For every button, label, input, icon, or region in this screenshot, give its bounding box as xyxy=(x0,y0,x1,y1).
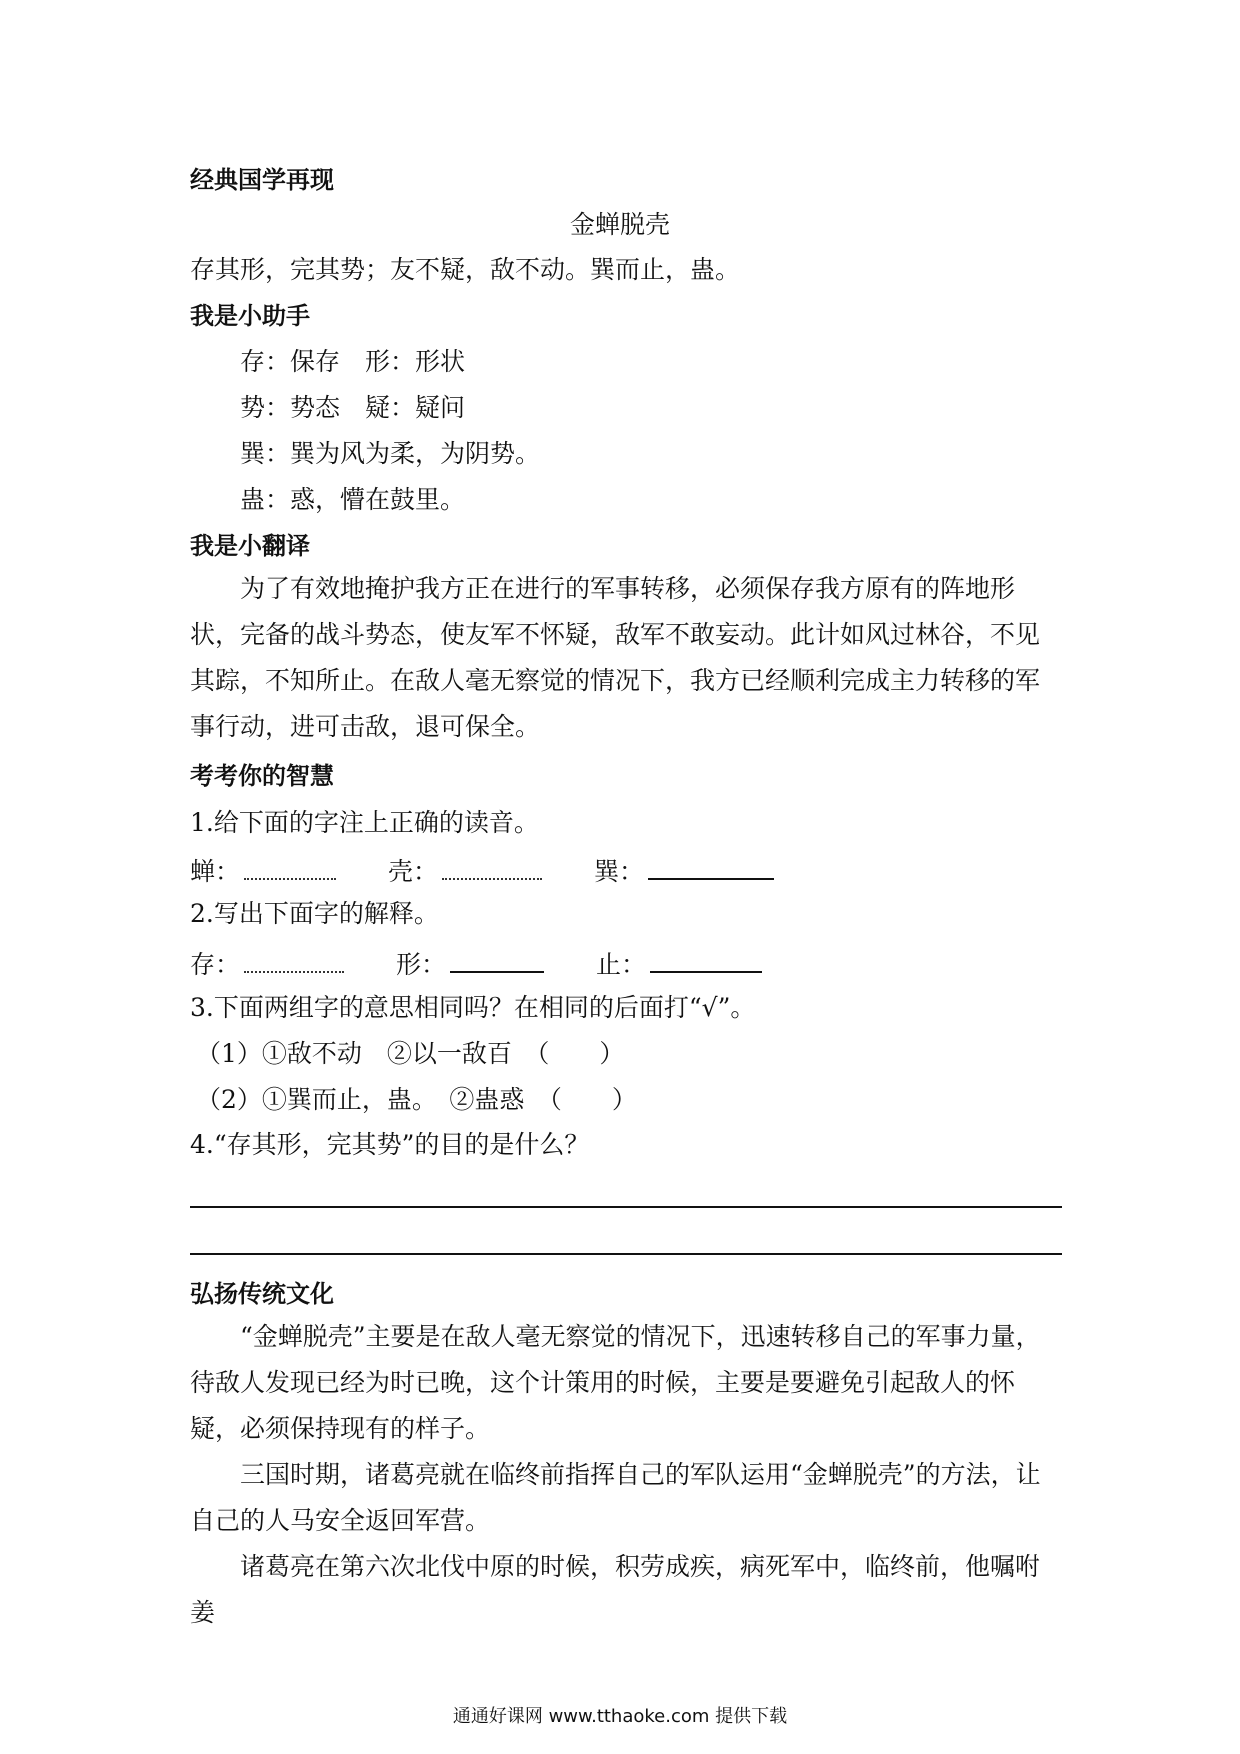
helper-line: 巽：巽为风为柔，为阴势。 xyxy=(240,439,541,468)
section-heading-culture: 弘扬传统文化 xyxy=(190,1280,334,1308)
answer-blank[interactable] xyxy=(450,943,544,973)
answer-line[interactable] xyxy=(190,1253,1062,1255)
question-3-item: （1）①敌不动 ②以一敌百 （ ） xyxy=(196,1039,625,1068)
answer-blank[interactable] xyxy=(244,943,344,973)
question-2-answers xyxy=(190,943,778,983)
q1-label: 巽： xyxy=(593,857,644,886)
translation-paragraph: 为了有效地掩护我方正在进行的军事转移，必须保存我方原有的阵地形状，完备的战斗势态，使友军不怀疑，敌军不敢妄动。此计如风过林谷，不见其踪，不知所止。在敌人毫无察觉的情况下，我方已经顺利完成主力转移的军事行动，进可击敌，退可保全。 xyxy=(190,574,1041,741)
section-heading-classic: 经典国学再现 xyxy=(190,166,334,194)
question-3-item: （2）①巽而止，蛊。 ②蛊惑 （ ） xyxy=(196,1085,637,1114)
section-heading-helper: 我是小助手 xyxy=(190,302,310,330)
answer-blank[interactable] xyxy=(244,850,336,880)
q1-label: 壳： xyxy=(387,857,438,886)
poem-text: 存其形，完其势；友不疑，敌不动。巽而止，蛊。 xyxy=(190,255,741,284)
culture-paragraph: “金蝉脱壳”主要是在敌人毫无察觉的情况下，迅速转移自己的军事力量，待敌人发现已经为时已晚，这个计策用的时候，主要是要避免引起敌人的怀疑，必须保持现有的样子。 xyxy=(190,1322,1041,1443)
culture-paragraph: 三国时期，诸葛亮就在临终前指挥自己的军队运用“金蝉脱壳”的方法，让自己的人马安全返回军营。 xyxy=(190,1460,1041,1535)
answer-blank[interactable] xyxy=(650,943,762,973)
q1-label: 蝉： xyxy=(190,857,241,886)
poem-title: 金蝉脱壳 xyxy=(569,210,670,239)
q2-label: 止： xyxy=(595,950,646,979)
section-heading-translator: 我是小翻译 xyxy=(190,532,310,560)
helper-line: 蛊：惑，懵在鼓里。 xyxy=(240,485,466,514)
answer-line[interactable] xyxy=(190,1206,1062,1208)
question-1: 1.给下面的字注上正确的读音。 xyxy=(190,808,539,837)
helper-line: 势：势态 疑：疑问 xyxy=(240,393,466,422)
footer-credit: 通通好课网 www.tthaoke.com 提供下载 xyxy=(452,1706,788,1727)
question-2: 2.写出下面字的解释。 xyxy=(190,899,439,928)
question-4: 4.“存其形，完其势”的目的是什么？ xyxy=(190,1130,590,1159)
section-heading-quiz: 考考你的智慧 xyxy=(190,762,334,790)
q2-label: 存： xyxy=(190,950,241,979)
answer-blank[interactable] xyxy=(442,850,542,880)
q2-label: 形： xyxy=(395,950,446,979)
question-1-answers xyxy=(190,850,790,890)
answer-blank[interactable] xyxy=(648,850,774,880)
helper-line: 存：保存 形：形状 xyxy=(240,347,466,376)
culture-paragraph: 诸葛亮在第六次北伐中原的时候，积劳成疾，病死军中，临终前，他嘱咐姜 xyxy=(190,1552,1041,1627)
question-3: 3.下面两组字的意思相同吗？在相同的后面打“√”。 xyxy=(190,993,756,1022)
